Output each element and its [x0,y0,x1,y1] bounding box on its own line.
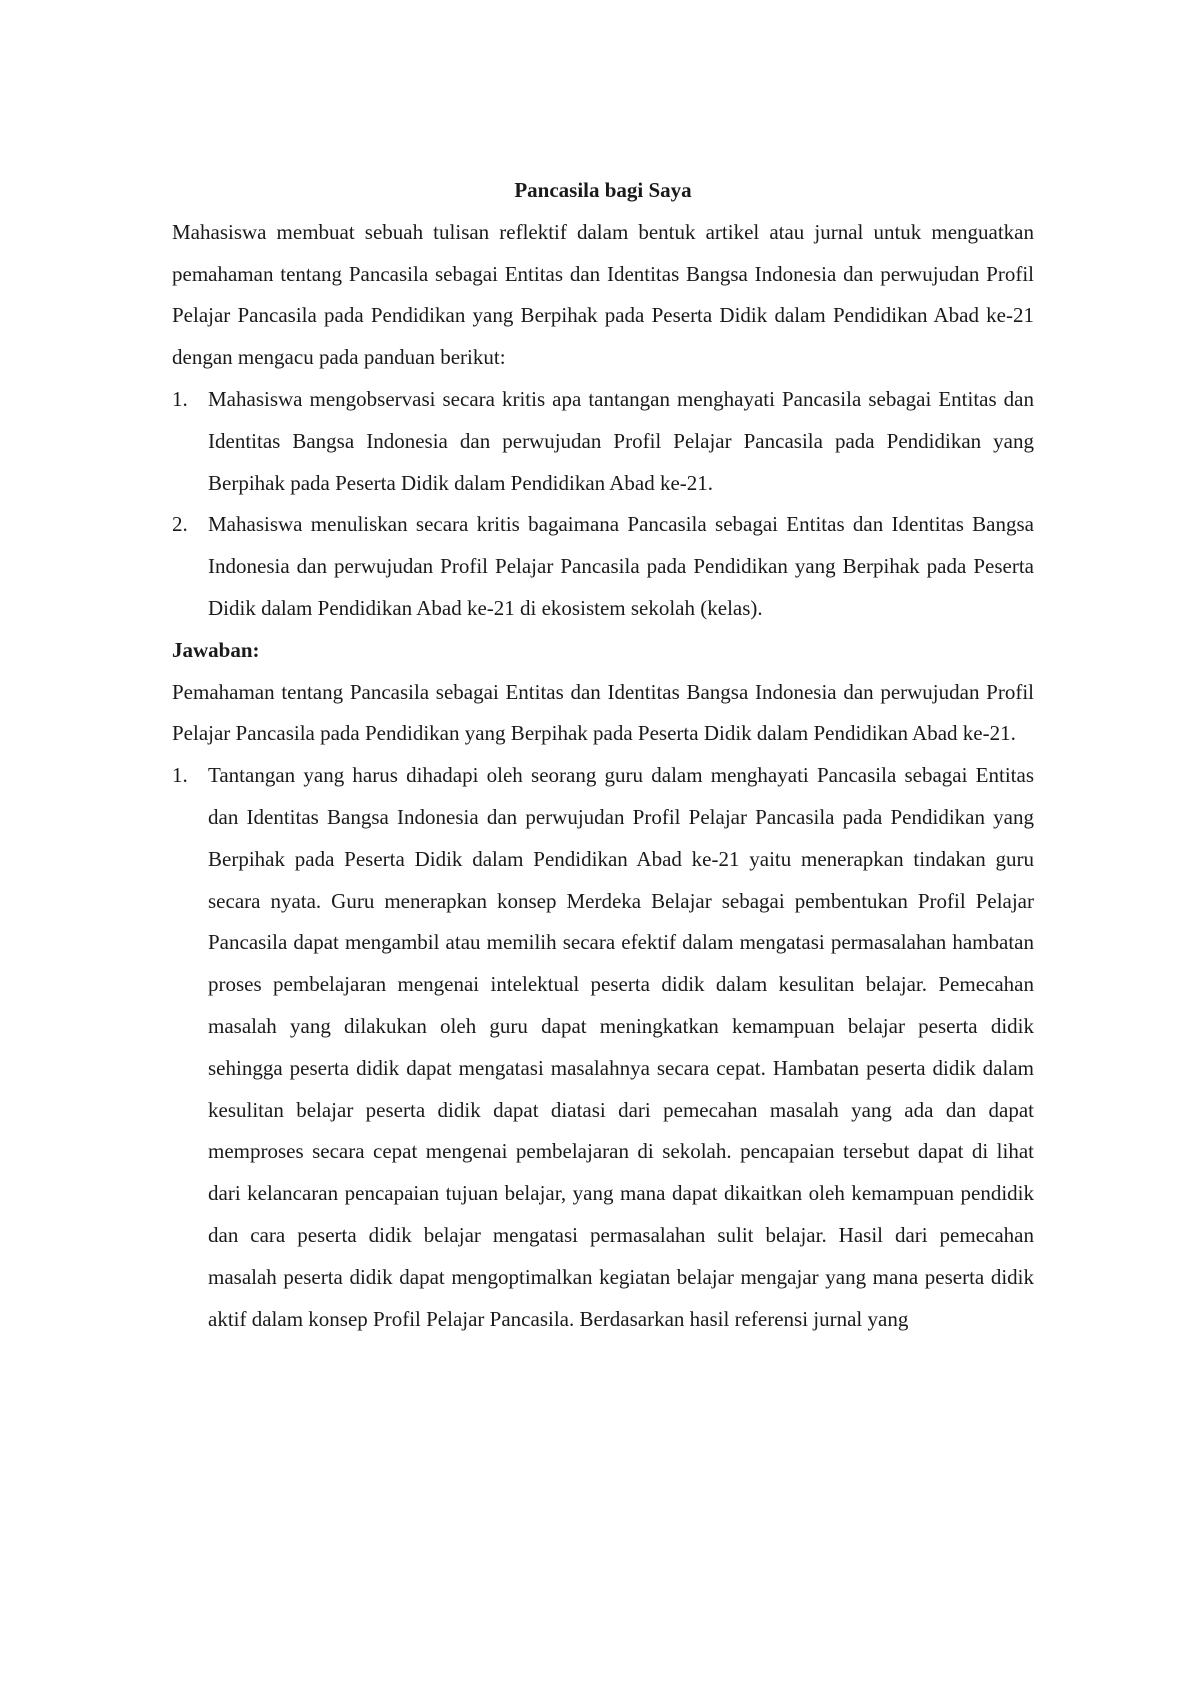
list-item-text: Mahasiswa menuliskan secara kritis bagaimana Pancasila sebagai Entitas dan Identitas Bangsa Indonesia dan perwujudan Profil Pelajar Pancasila pada Pendidikan yang Berpihak pada Peserta Didik dalam Pendidikan Abad ke-21 di ekosistem sekolah (kelas). [208,512,1034,620]
list-item [172,379,1034,504]
list-item-text: Mahasiswa mengobservasi secara kritis apa tantangan menghayati Pancasila sebagai Entitas dan Identitas Bangsa Indonesia dan perwujudan Profil Pelajar Pancasila pada Pendidikan yang Berpihak pada Peserta Didik dalam Pendidikan Abad ke-21. [208,386,1034,495]
intro-paragraph: Mahasiswa membuat sebuah tulisan reflektif dalam bentuk artikel atau jurnal untuk menguatkan pemahaman tentang Pancasila sebagai Entitas dan Identitas Bangsa Indonesia dan perwujudan Profil Pelajar Pancasila pada Pendidikan yang Berpihak pada Peserta Didik dalam Pendidikan Abad ke-21 dengan mengacu pada panduan berikut: [172,219,1034,370]
list-item-number: 1. [172,386,188,411]
list-item [172,504,1034,629]
list-item-text: Tantangan yang harus dihadapi oleh seorang guru dalam menghayati Pancasila sebagai Entitas dan Identitas Bangsa Indonesia dan perwujudan Profil Pelajar Pancasila pada Pendidikan yang Berpihak pada Peserta Didik dalam Pendidikan Abad ke-21 yaitu menerapkan tindakan guru secara nyata. Guru menerapkan konsep Merdeka Belajar sebagai pembentukan Profil Pelajar Pancasila dapat mengambil atau memilih secara efektif dalam mengatasi permasalahan hambatan proses pembelajaran mengenai intelektual peserta didik dalam kesulitan belajar. Pemecahan masalah yang dilakukan oleh guru dapat meningkatkan kemampuan belajar peserta didik sehingga peserta didik dapat mengatasi masalahnya secara cepat. Hambatan peserta didik dalam kesulitan belajar peserta didik dapat diatasi dari pemecahan masalah yang ada dan dapat memproses secara cepat mengenai pembelajaran di sekolah. pencapaian tersebut dapat di lihat dari kelancaran pencapaian tujuan belajar, yang mana dapat dikaitkan oleh kemampuan pendidik dan cara peserta didik belajar mengatasi permasalahan sulit belajar. Hasil dari pemecahan masalah peserta didik dapat mengoptimalkan kegiatan belajar mengajar yang mana peserta didik aktif dalam konsep Profil Pelajar Pancasila. Berdasarkan hasil referensi jurnal yang [208,763,1034,1331]
list-item-number: 1. [172,763,188,788]
answer-list [172,755,1034,1340]
instruction-list [172,379,1034,630]
answer-intro-paragraph: Pemahaman tentang Pancasila sebagai Entitas dan Identitas Bangsa Indonesia dan perwujudan Profil Pelajar Pancasila pada Pendidikan yang Berpihak pada Peserta Didik dalam Pendidikan Abad ke-21. [172,679,1034,746]
document-title: Pancasila bagi Saya [514,178,692,202]
list-item [172,755,1034,1340]
list-item-number: 2. [172,512,188,537]
answer-label: Jawaban: [172,637,260,662]
document-page [172,170,1034,1340]
